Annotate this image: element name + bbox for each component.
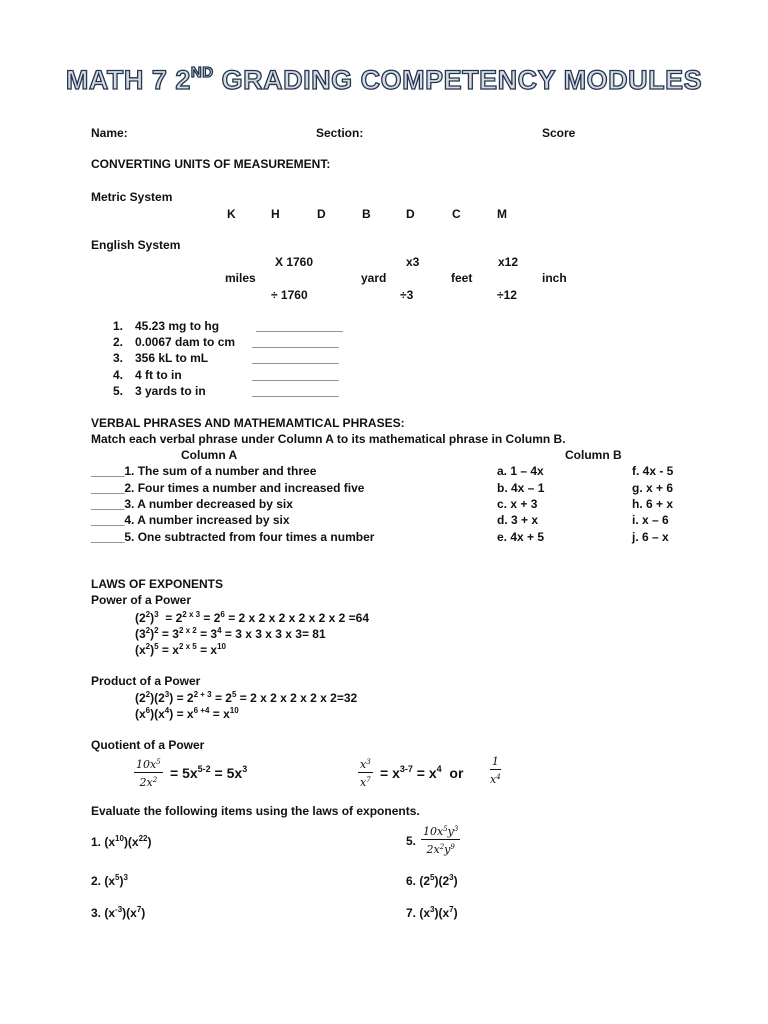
evaluate-item-6: 6. $(2^5)(2^3)$ xyxy=(406,873,458,888)
unit-label: inch xyxy=(542,271,567,285)
item-text: 0.0067 dam to cm xyxy=(135,335,236,349)
unit-label: miles xyxy=(225,271,256,285)
evaluate-instruction: Evaluate the following items using the laws of exponents. xyxy=(91,804,420,818)
section-label: Section: xyxy=(316,126,364,140)
page-title: MATH 7 2ND GRADING COMPETENCY MODULES xyxy=(65,64,703,95)
power-example-3: $(x^2)^5 = x^{2 x 5} = x^{10}$ xyxy=(135,642,226,657)
unit-label: feet xyxy=(451,271,473,285)
item-text: 45.23 mg to hg xyxy=(135,319,220,333)
metric-label: Metric System xyxy=(91,190,173,204)
metric-prefix: D xyxy=(406,207,415,221)
evaluate-item-5-label: 5. xyxy=(406,834,417,848)
answer-blank[interactable]: _____________ xyxy=(252,384,339,398)
quotient-fraction-1: $\frac{10x^5}{2x^2}$ xyxy=(134,755,163,790)
answer-blank[interactable]: _____________ xyxy=(256,319,343,333)
metric-prefix: B xyxy=(362,207,371,221)
divisor: ÷3 xyxy=(400,288,414,302)
quotient-fraction-2: $\frac{x^3}{x^7}$ xyxy=(358,755,373,790)
column-a-item: _____5. One subtracted from four times a number xyxy=(91,530,375,544)
evaluate-item-5-fraction: $\frac{10x^5y^3}{2x^2y^9}$ xyxy=(421,822,460,857)
units-heading: CONVERTING UNITS OF MEASUREMENT: xyxy=(91,157,331,171)
answer-blank[interactable]: _____________ xyxy=(252,351,339,365)
column-b-item: c. x + 3 xyxy=(497,497,538,511)
column-b-item: b. 4x – 1 xyxy=(497,481,545,495)
column-b-item: h. 6 + x xyxy=(632,497,674,511)
power-example-1: $(2^2)^3 = 2^{2 x 3} = 2^6 = 2$ x 2 x 2 x 2 x 2 x 2 =64 xyxy=(135,610,369,625)
divisor: ÷ 1760 xyxy=(271,288,308,302)
exponents-heading: LAWS OF EXPONENTS xyxy=(91,577,224,591)
quotient-fraction-3: $\frac{1}{x^4}$ xyxy=(490,755,501,786)
evaluate-item-1: 1. $(x^{10})(x^{22})$ xyxy=(91,834,152,849)
phrases-heading: VERBAL PHRASES AND MATHEMAMTICAL PHRASES: xyxy=(91,416,405,430)
column-b-item: a. 1 – 4x xyxy=(497,464,544,478)
column-b-item: f. 4x - 5 xyxy=(632,464,674,478)
evaluate-item-2: 2. $(x^5)^3$ xyxy=(91,873,128,888)
multiplier: x3 xyxy=(406,255,420,269)
english-label: English System xyxy=(91,238,181,252)
item-number: 2. xyxy=(113,335,124,349)
item-number: 4. xyxy=(113,368,124,382)
multiplier: X 1760 xyxy=(275,255,314,269)
name-label: Name: xyxy=(91,126,128,140)
metric-prefix: M xyxy=(497,207,507,221)
metric-prefix: K xyxy=(227,207,236,221)
divisor: ÷12 xyxy=(497,288,517,302)
column-a-item: _____1. The sum of a number and three xyxy=(91,464,317,478)
product-example-1: $(2^2)(2^3) = 2^{2 + 3} = 2^5 = 2$ x 2 x 2 x 2 x 2=32 xyxy=(135,690,358,705)
multiplier: x12 xyxy=(498,255,519,269)
item-text: 4 ft to in xyxy=(135,368,182,382)
column-b-item: d. 3 + x xyxy=(497,513,539,527)
column-b-heading: Column B xyxy=(565,448,622,462)
evaluate-item-7: 7. $(x^3)(x^7)$ xyxy=(406,905,458,920)
power-example-2: $(3^2)^2 = 3^{2 x 2} = 3^4 = 3$ x 3 x 3 x 3= 81 xyxy=(135,626,326,641)
column-b-item: g. x + 6 xyxy=(632,481,674,495)
item-number: 5. xyxy=(113,384,124,398)
item-text: 3 yards to in xyxy=(135,384,206,398)
column-a-heading: Column A xyxy=(181,448,238,462)
power-of-power-label: Power of a Power xyxy=(91,593,192,607)
metric-prefix: H xyxy=(271,207,280,221)
column-a-item: _____3. A number decreased by six xyxy=(91,497,293,511)
item-text: 356 kL to mL xyxy=(135,351,209,365)
item-number: 1. xyxy=(113,319,124,333)
evaluate-item-3: 3. $(x^{-3})(x^7)$ xyxy=(91,905,146,920)
column-b-item: j. 6 – x xyxy=(632,530,669,544)
phrases-instruction: Match each verbal phrase under Column A to its mathematical phrase in Column B. xyxy=(91,432,566,446)
answer-blank[interactable]: _____________ xyxy=(252,335,339,349)
quotient-of-power-label: Quotient of a Power xyxy=(91,738,205,752)
quotient-result-2: = $x^{3-7} = x^4$ or xyxy=(380,764,464,781)
product-of-power-label: Product of a Power xyxy=(91,674,201,688)
metric-prefix: C xyxy=(452,207,461,221)
unit-label: yard xyxy=(361,271,387,285)
metric-prefix: D xyxy=(317,207,326,221)
column-a-item: _____4. A number increased by six xyxy=(91,513,290,527)
quotient-result-1: = $5x^{5-2} = 5x^3$ xyxy=(170,764,248,781)
column-a-item: _____2. Four times a number and increased five xyxy=(91,481,365,495)
column-b-item: i. x – 6 xyxy=(632,513,669,527)
column-b-item: e. 4x + 5 xyxy=(497,530,545,544)
score-label: Score xyxy=(542,126,576,140)
item-number: 3. xyxy=(113,351,124,365)
answer-blank[interactable]: _____________ xyxy=(252,368,339,382)
product-example-2: $(x^6)(x^4) = x^{6 +4} = x^{10}$ xyxy=(135,706,239,721)
